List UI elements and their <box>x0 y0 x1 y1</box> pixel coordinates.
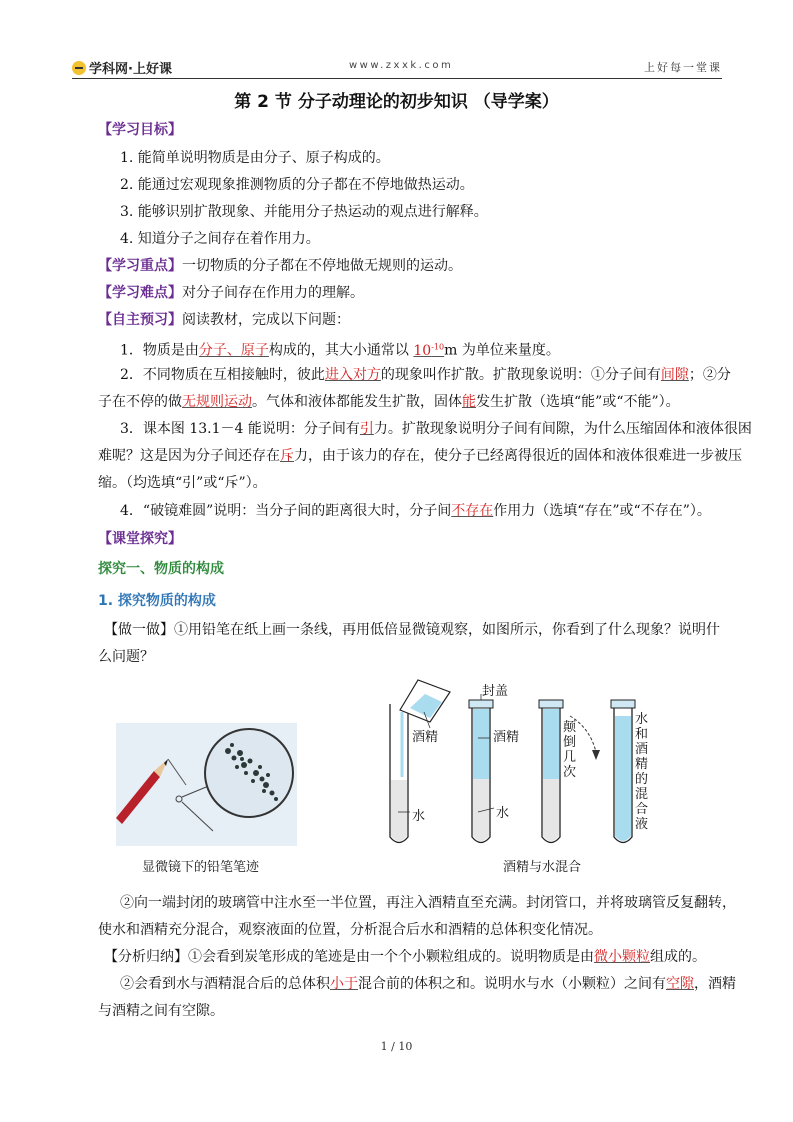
preview-q1 <box>120 338 750 360</box>
focus-text: 一切物质的分子都在不停地做无规则的运动。 <box>182 258 462 274</box>
q1-text: 构成的，其大小通常以 <box>268 342 414 359</box>
explore1-heading: 探究一、物质的构成 <box>98 561 224 577</box>
preview-heading: 【自主预习】 <box>98 312 182 328</box>
answer-blank: 不存在 <box>451 503 494 519</box>
q3-text: 难呢？这是因为分子间还存在 <box>98 448 280 464</box>
answer-blank: 小于 <box>330 976 358 992</box>
page-title: 第 2 节 分子动理论的初步知识 （导学案） <box>234 92 559 112</box>
analysis-line <box>104 948 734 966</box>
page-header <box>72 52 722 79</box>
answer-blank: 能 <box>462 394 476 410</box>
preview-q3-cont <box>98 447 742 465</box>
step2-line-2: 使水和酒精充分混合，观察液面的位置，分析混合后水和酒精的总体积变化情况。 <box>98 922 602 938</box>
preview-q4 <box>120 502 750 520</box>
analysis-text: ②会看到水与酒精混合后的总体积 <box>120 976 330 992</box>
left-figure-caption: 显微镜下的铅笔笔迹 <box>142 860 260 875</box>
analysis-text: 组成的。 <box>650 949 706 965</box>
analysis-line-2 <box>120 975 750 993</box>
preview-line <box>98 311 728 329</box>
answer-blank: 空隙 <box>666 976 694 992</box>
label-mixture: 水和酒精的混合液 <box>635 712 649 832</box>
q2-text: 2．不同物质在互相接触时，彼此 <box>120 367 325 383</box>
q2-text: 发生扩散（选填“能”或“不能”）。 <box>476 394 680 410</box>
preview-q2-cont <box>98 393 728 411</box>
q3-text: 力。扩散现象说明分子间有间隙，为什么压缩固体和液体很困 <box>373 421 752 437</box>
q2-text: ；②分 <box>688 367 731 383</box>
difficulty-line <box>98 284 728 302</box>
answer-blank: 分子、原子 <box>198 342 269 359</box>
q2-text: 的现象叫作扩散。扩散现象说明：①分子间有 <box>380 367 661 383</box>
preview-q3-cont2: 缩。（均选填“引”或“斥”）。 <box>98 475 267 491</box>
analysis-text: ，酒精 <box>694 976 736 992</box>
q3-text: 3．课本图 13.1－4 能说明：分子间有 <box>120 421 360 437</box>
explore1-subheading: 1. 探究物质的构成 <box>98 593 216 609</box>
answer-blank: 斥 <box>280 448 294 464</box>
focus-heading: 【学习重点】 <box>98 258 182 274</box>
pencil-microscope-image <box>116 723 297 846</box>
preview-q2 <box>120 366 750 384</box>
header-slogan: 上好每一堂课 <box>644 61 722 74</box>
q1-text: m 为单位来量度。 <box>444 342 560 359</box>
preview-intro: 阅读教材，完成以下问题： <box>182 312 350 328</box>
q4-text: 4．“破镜难圆”说明：当分子间的距离很大时，分子间 <box>120 503 452 519</box>
q2-text: 子在不停的做 <box>98 394 182 410</box>
page-number: 1 / 10 <box>380 1040 413 1053</box>
do-it-line-2: 么问题？ <box>98 649 154 665</box>
answer-blank: 引 <box>359 421 374 437</box>
answer-blank: 无规则运动 <box>182 394 252 410</box>
logo-face-icon <box>72 61 86 75</box>
preview-q3 <box>120 420 750 438</box>
goal-item: 2. 能通过宏观现象推测物质的分子都在不停地做热运动。 <box>120 177 474 193</box>
q1-text: 1．物质是由 <box>120 342 199 359</box>
goal-item: 1. 能简单说明物质是由分子、原子构成的。 <box>120 150 390 166</box>
analysis-line-3: 与酒精之间有空隙。 <box>98 1003 224 1019</box>
goal-item: 3. 能够识别扩散现象、并能用分子热运动的观点进行解释。 <box>120 204 488 220</box>
label-alcohol-2: 酒精 <box>493 730 520 745</box>
difficulty-text: 对分子间存在作用力的理解。 <box>182 285 364 301</box>
do-it-line: 【做一做】①用铅笔在纸上画一条线，再用低倍显微镜观察，如图所示，你看到了什么现象？说明什 <box>104 622 720 638</box>
header-logo <box>72 58 172 77</box>
label-water-2: 水 <box>496 806 510 821</box>
q3-text: 力，由于该力的存在，使分子已经离得很近的固体和液体很难进一步被压 <box>294 448 742 464</box>
goals-heading: 【学习目标】 <box>98 122 182 138</box>
answer-blank: 进入对方 <box>324 367 381 383</box>
answer-blank: 微小颗粒 <box>594 949 650 965</box>
pencil-illustration <box>116 723 297 846</box>
header-site: www.zxxk.com <box>349 60 454 71</box>
label-seal: 封盖 <box>482 684 509 699</box>
answer-blank <box>413 343 444 359</box>
goal-item: 4. 知道分子之间存在着作用力。 <box>120 231 320 247</box>
logo-text: 学科网·上好课 <box>89 62 172 77</box>
answer-base: 10 <box>413 342 432 359</box>
focus-line <box>98 257 728 275</box>
label-flip: 颠倒几次 <box>563 720 577 780</box>
difficulty-heading: 【学习难点】 <box>98 285 182 301</box>
analysis-text: 混合前的体积之和。说明水与水（小颗粒）之间有 <box>358 976 666 992</box>
classroom-heading: 【课堂探究】 <box>98 531 182 547</box>
step2-line: ②向一端封闭的玻璃管中注水至一半位置，再注入酒精直至充满。封闭管口，并将玻璃管反复翻转， <box>120 895 736 911</box>
label-water-1: 水 <box>412 809 426 824</box>
right-figure-caption: 酒精与水混合 <box>503 860 582 875</box>
label-alcohol-pouring: 酒精 <box>412 730 439 745</box>
q4-text: 作用力（选填“存在”或“不存在”）。 <box>493 503 711 519</box>
answer-blank: 间隙 <box>660 367 689 383</box>
q2-text: 。气体和液体都能发生扩散，固体 <box>252 394 462 410</box>
answer-exponent: -10 <box>431 342 445 351</box>
analysis-text: 【分析归纳】①会看到炭笔形成的笔迹是由一个个小颗粒组成的。说明物质是由 <box>104 949 594 965</box>
